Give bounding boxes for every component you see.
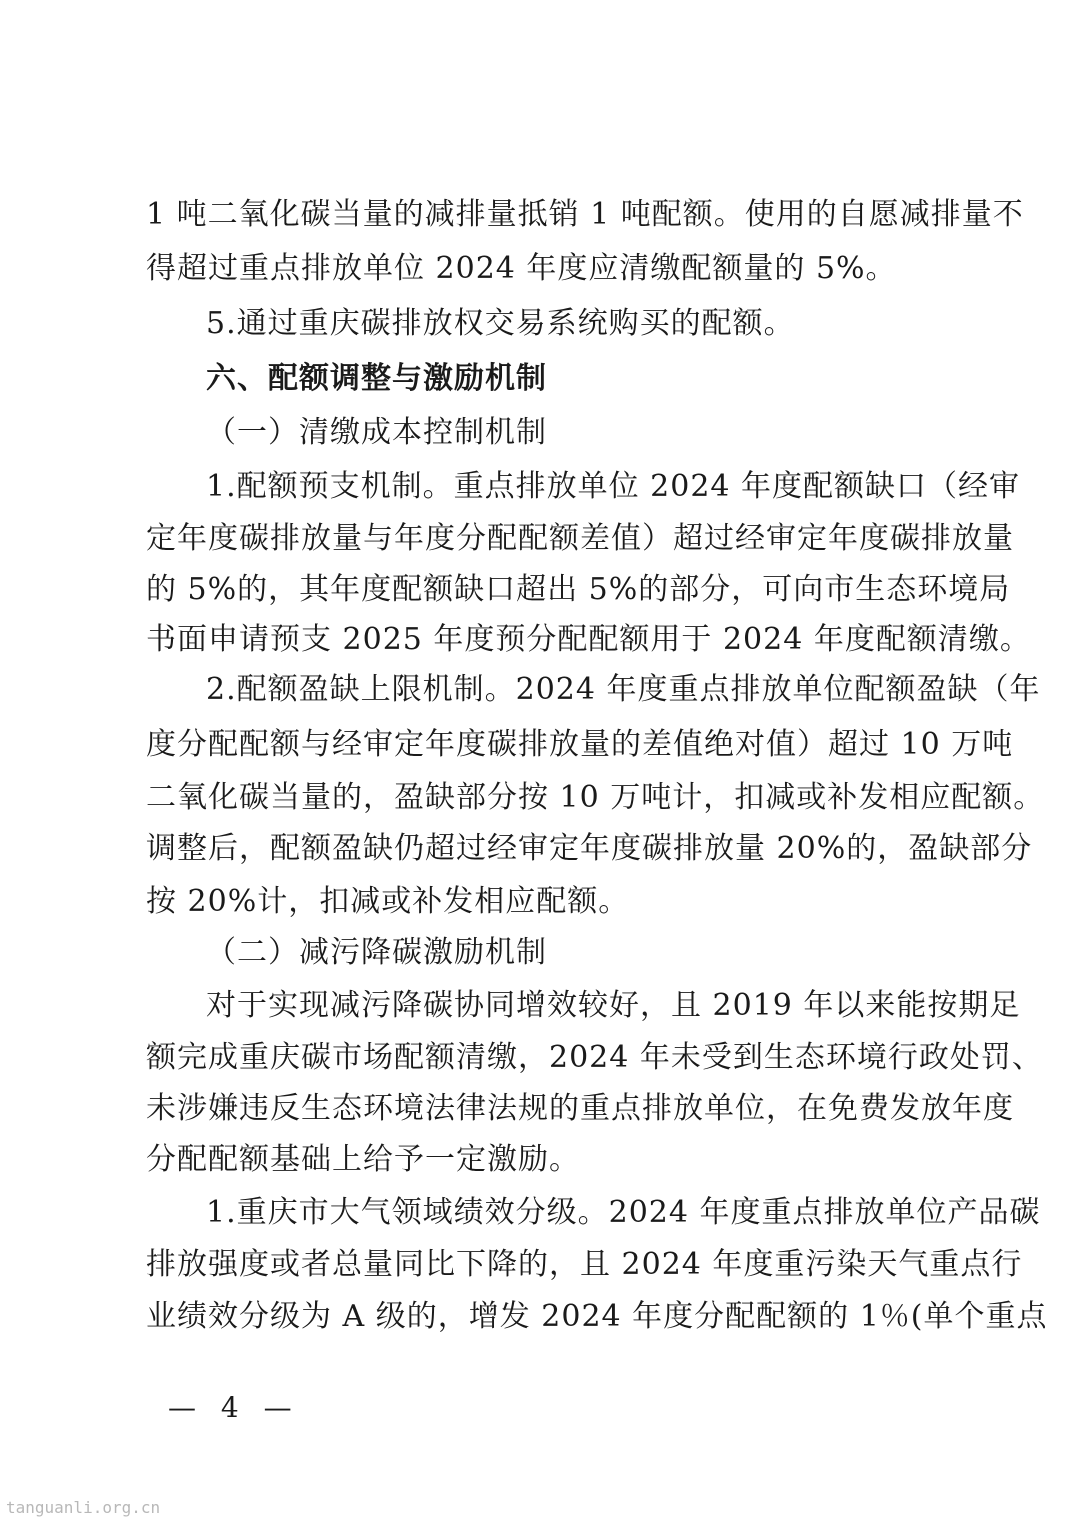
page-number: — 4 — [168,1391,300,1424]
text-line-9: 书面申请预支 2025 年度预分配配额用于 2024 年度配额清缴。 [146,622,1031,657]
text-line-14: 按 20%计，扣减或补发相应配额。 [146,884,630,919]
text-line-2: 得超过重点排放单位 2024 年度应清缴配额量的 5%。 [146,251,897,286]
text-line-17: 额完成重庆碳市场配额清缴，2024 年未受到生态环境行政处罚、 [146,1040,1043,1075]
text-line-1: 1 吨二氧化碳当量的减排量抵销 1 吨配额。使用的自愿减排量不 [146,197,1024,232]
text-line-10: 2.配额盈缺上限机制。2024 年度重点排放单位配额盈缺（年 [206,672,1041,707]
text-line-22: 业绩效分级为 A 级的，增发 2024 年度分配配额的 1％(单个重点 [146,1299,1048,1334]
text-line-6: 1.配额预支机制。重点排放单位 2024 年度配额缺口（经审 [206,469,1021,504]
text-line-20: 1.重庆市大气领域绩效分级。2024 年度重点排放单位产品碳 [206,1195,1041,1230]
subsection-heading-1: （一）清缴成本控制机制 [206,415,547,450]
text-line-12: 二氧化碳当量的，盈缺部分按 10 万吨计，扣减或补发相应配额。 [146,780,1045,815]
text-line-21: 排放强度或者总量同比下降的，且 2024 年度重污染天气重点行 [146,1247,1023,1282]
watermark: tanguanli.org.cn [6,1498,161,1517]
section-heading-6: 六、配额调整与激励机制 [206,361,547,396]
text-line-3: 5.通过重庆碳排放权交易系统购买的配额。 [206,306,795,341]
text-line-19: 分配配额基础上给予一定激励。 [146,1142,580,1177]
text-line-13: 调整后，配额盈缺仍超过经审定年度碳排放量 20%的，盈缺部分 [146,831,1033,866]
text-line-8: 的 5%的，其年度配额缺口超出 5%的部分，可向市生态环境局 [146,572,1011,607]
text-line-16: 对于实现减污降碳协同增效较好，且 2019 年以来能按期足 [206,988,1021,1023]
text-line-11: 度分配配额与经审定年度碳排放量的差值绝对值）超过 10 万吨 [146,727,1014,762]
text-line-7: 定年度碳排放量与年度分配配额差值）超过经审定年度碳排放量 [146,521,1014,556]
text-line-18: 未涉嫌违反生态环境法律法规的重点排放单位，在免费发放年度 [146,1091,1014,1126]
subsection-heading-2: （二）减污降碳激励机制 [206,935,547,970]
